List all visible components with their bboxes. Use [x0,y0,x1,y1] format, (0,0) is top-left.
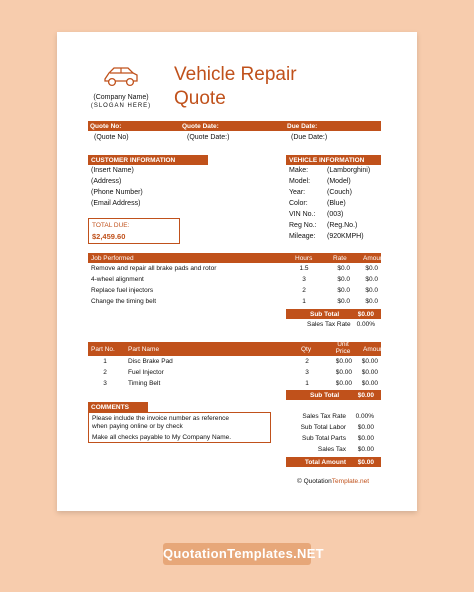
job-rate: $0.0 [337,276,350,283]
parts-col-price: Unit Price [335,341,351,355]
job-hours: 3 [302,276,306,283]
jobs-tax-label: Sales Tax Rate [307,321,351,328]
vehicle-vin-value: (003) [327,211,344,218]
copyright-notice [297,478,369,485]
company-slogan: (SLOGAN HERE) [90,103,152,109]
comments-line-3: Make all checks payable to My Company Name. [92,434,232,441]
part-price: $0.00 [335,358,352,365]
customer-info-title: CUSTOMER INFORMATION [91,156,176,164]
part-price: $0.00 [335,380,352,387]
job-amount: $0.0 [365,287,378,294]
jobs-table-header [88,253,386,263]
quote-no-label: Quote No: [90,122,122,130]
document-title-line2: Quote [174,88,226,109]
job-amount: $0.0 [365,265,378,272]
part-name: Timing Belt [128,380,161,387]
vehicle-mileage-label: Mileage: [289,233,316,240]
jobs-col-hours: Hours [295,254,313,262]
vehicle-make-value: (Lamborghini) [327,167,371,174]
job-description: Change the timing belt [91,298,157,305]
part-qty: 2 [305,358,309,365]
part-qty: 3 [305,369,309,376]
job-amount: $0.0 [365,298,378,305]
quote-date-label: Quote Date: [182,122,219,130]
total-amount-bar [286,457,381,467]
due-date-label: Due Date: [287,122,318,130]
customer-email: (Email Address) [91,200,141,207]
jobs-col-job: Job Performed [91,254,134,262]
job-rate: $0.0 [337,298,350,305]
quote-meta-header [88,121,381,131]
quote-date-value: (Quote Date:) [187,134,230,141]
summary-value: 0.00% [355,413,374,420]
job-hours: 1.5 [299,265,309,272]
vehicle-color-value: (Blue) [327,200,346,207]
summary-label: Sales Tax Rate [302,413,346,420]
part-no: 2 [103,369,107,376]
part-amount: $0.00 [361,369,378,376]
vehicle-year-label: Year: [289,189,306,196]
jobs-col-amount: Amount [363,254,386,262]
vehicle-info-title: VEHICLE INFORMATION [289,156,365,164]
parts-table-header [88,341,386,356]
due-date-value: (Due Date:) [291,134,328,141]
jobs-subtotal-label: Sub Total [310,310,340,318]
parts-subtotal-label: Sub Total [310,391,340,399]
total-due-value: $2,459.60 [92,232,126,241]
job-description: Remove and repair all brake pads and rotor [91,265,217,272]
vehicle-vin-label: VIN No.: [289,211,316,218]
comments-title: COMMENTS [91,403,129,411]
part-no: 1 [103,358,107,365]
parts-col-amount: Amount [363,345,386,353]
comments-header [88,402,148,412]
parts-table-body [88,358,381,391]
summary-label: Sales Tax [317,446,346,453]
vehicle-make-label: Make: [289,167,309,174]
parts-col-name: Part Name [128,345,160,353]
job-description: Replace fuel injectors [91,287,154,294]
job-hours: 2 [302,287,306,294]
part-qty: 1 [305,380,309,387]
quote-no-value: (Quote No) [94,134,129,141]
vehicle-model-value: (Model) [327,178,351,185]
total-amount-value: $0.00 [357,458,374,466]
job-rate: $0.0 [337,265,350,272]
job-description: 4-wheel alignment [91,276,144,283]
copyright-suffix: Template.net [331,478,370,485]
parts-col-no: Part No. [91,345,115,353]
vehicle-reg-label: Reg No.: [289,222,317,229]
jobs-subtotal-value: $0.00 [357,310,374,318]
jobs-table-body [88,265,381,309]
part-price: $0.00 [335,369,352,376]
vehicle-model-label: Model: [289,178,311,185]
total-due-label: TOTAL DUE: [92,222,130,229]
summary-value: $0.00 [357,424,374,431]
vehicle-info-header [286,155,381,165]
summary-value: $0.00 [357,435,374,442]
brand-badge[interactable]: QuotationTemplates.NET [163,543,311,565]
parts-subtotal-bar [286,390,381,400]
company-name: (Company Name) [93,94,149,101]
job-rate: $0.0 [337,287,350,294]
comments-line-2: when paying online or by check [92,423,183,430]
job-amount: $0.0 [365,276,378,283]
vehicle-year-value: (Couch) [327,189,352,196]
jobs-tax-value: 0.00% [356,321,375,328]
summary-value: $0.00 [357,446,374,453]
customer-name: (Insert Name) [91,167,134,174]
total-amount-label: Total Amount [304,458,346,466]
customer-phone: (Phone Number) [91,189,143,196]
comments-line-1: Please include the invoice number as reference [92,415,229,422]
customer-info-header [88,155,208,165]
part-no: 3 [103,380,107,387]
jobs-col-rate: Rate [333,254,347,262]
part-amount: $0.00 [361,358,378,365]
vehicle-reg-value: (Reg.No.) [327,222,358,229]
part-amount: $0.00 [361,380,378,387]
jobs-subtotal-bar [286,309,381,319]
summary-label: Sub Total Parts [302,435,346,442]
copyright-prefix: © Quotation [297,478,332,485]
customer-address: (Address) [91,178,122,185]
quote-document [57,32,417,511]
job-hours: 1 [302,298,306,305]
part-name: Disc Brake Pad [128,358,173,365]
comments-box [88,412,271,443]
vehicle-color-label: Color: [289,200,308,207]
parts-subtotal-value: $0.00 [357,391,374,399]
total-due-box [88,218,180,244]
vehicle-mileage-value: (920KMPH) [327,233,364,240]
part-name: Fuel Injector [128,369,164,376]
document-title-line1: Vehicle Repair [174,64,297,85]
car-logo-icon [101,62,141,90]
summary-label: Sub Total Labor [300,424,346,431]
parts-col-qty: Qty [301,345,312,353]
